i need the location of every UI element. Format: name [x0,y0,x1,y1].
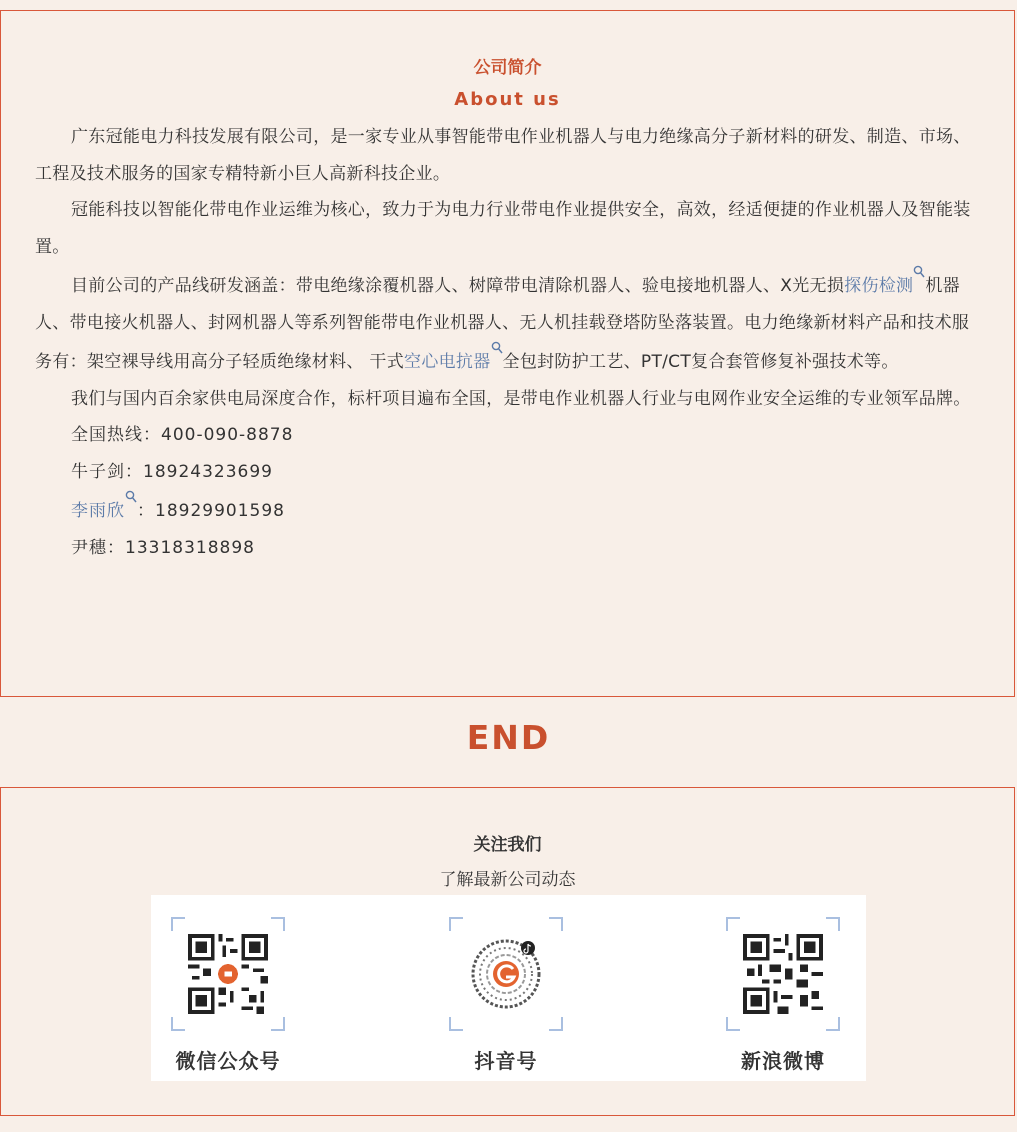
qr-label-wechat: 微信公众号 [175,1049,281,1073]
follow-us-section [0,787,1015,1116]
search-link-reactor[interactable]: 空心电抗器 [404,352,491,372]
intro-paragraph-4: 我们与国内百余家供电局深度合作，标杆项目遍布全国，是带电作业机器人行业与电网作业安全运维的专业领军品牌。 [71,388,971,409]
contact-line-2 [35,490,983,530]
hotline-text: 全国热线：400-090-8878 [71,425,294,445]
qr-code-weibo-icon [743,934,823,1014]
company-intro-section [0,10,1015,697]
end-label: END [466,718,551,757]
qr-panel [151,895,866,1081]
contact-line-1: 牛子剑：18924323699 [71,461,273,482]
paragraph-3-text-a: 目前公司的产品线研发涵盖：带电绝缘涂覆机器人、树障带电清除机器人、验电接地机器人、X光无损 [71,276,845,296]
qr-label-douyin: 抖音号 [474,1049,538,1073]
qr-item-wechat[interactable] [171,917,285,1077]
qr-code-douyin-icon [466,934,546,1014]
magnifier-icon[interactable] [913,265,925,279]
search-link-contact-name[interactable]: 李雨欣 [71,501,125,521]
section-title-en: About us [454,89,561,110]
intro-paragraph-1: 广东冠能电力科技发展有限公司，是一家专业从事智能带电作业机器人与电力绝缘高分子新材料的研发、制造、市场、工程及技术服务的国家专精特新小巨人高新科技企业。 [35,127,971,184]
section-title-cn: 公司简介 [473,58,542,78]
contact-line-3: 尹穗：13318318898 [71,537,255,558]
magnifier-icon[interactable] [125,490,137,504]
qr-label-weibo: 新浪微博 [741,1049,825,1073]
qr-item-weibo[interactable] [726,917,840,1077]
qr-item-douyin[interactable] [449,917,563,1077]
search-link-tanshang[interactable]: 探伤检测 [844,276,914,296]
qr-code-wechat-icon [188,934,268,1014]
contact-2-phone: ：18929901598 [137,501,285,521]
magnifier-icon[interactable] [491,341,503,355]
paragraph-3-text-c: 全包封防护工艺、PT/CT复合套管修复补强技术等。 [502,352,899,372]
follow-title: 关注我们 [473,835,542,855]
follow-subtitle: 了解最新公司动态 [439,870,576,890]
paragraph-3-text-b: 机器人、带电接火机器人、封网机器人等系列智能带电作业机器人、无人机挂载登塔防坠落装置。电力绝缘新材料产品和技术服务有：架空裸导线用高分子轻质绝缘材料、 干式 [35,276,970,372]
intro-paragraph-3 [35,265,983,381]
intro-paragraph-2: 冠能科技以智能化带电作业运维为核心，致力于为电力行业带电作业提供安全，高效，经适便捷的作业机器人及智能装置。 [35,200,971,257]
intro-content [35,119,983,566]
